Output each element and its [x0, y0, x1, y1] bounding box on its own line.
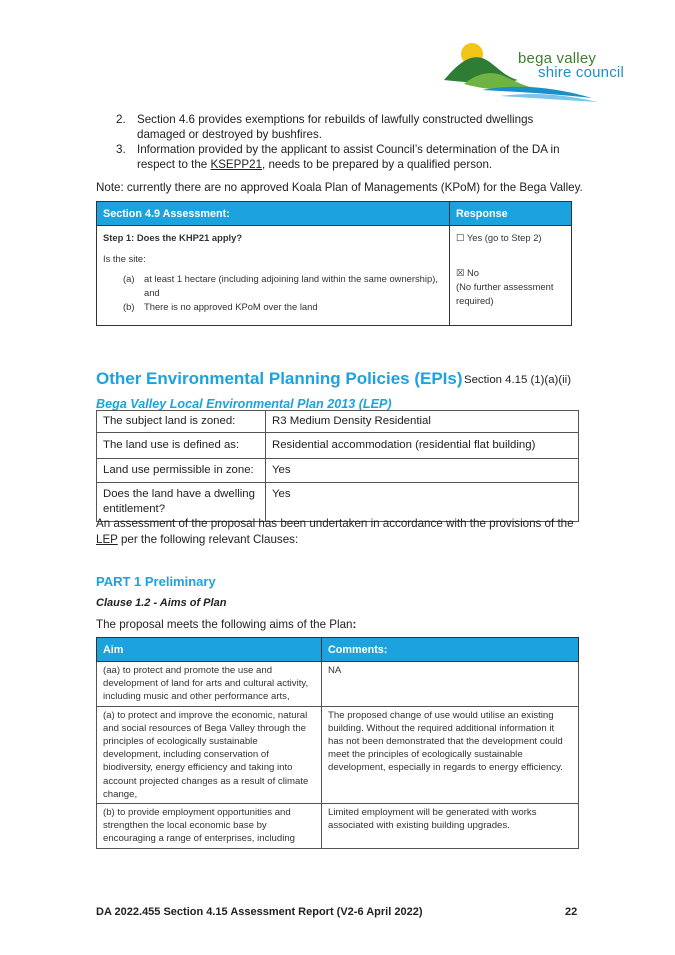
list-item [116, 142, 576, 172]
list-item: (a) at least 1 hectare (including adjoining land within the same ownership), and [123, 273, 438, 298]
list-number: 3. [116, 143, 126, 156]
lep-label: The subject land is zoned: [97, 411, 266, 433]
no-note: (No further assessment required) [456, 281, 554, 306]
part-heading: PART 1 Preliminary [96, 574, 216, 589]
section-4-9-table [96, 201, 572, 326]
header-response: Response [450, 202, 572, 226]
table-row [97, 433, 579, 459]
logo-text-line1: bega valley [518, 50, 597, 67]
header-assessment: Section 4.9 Assessment: [97, 202, 450, 226]
aim-cell: (a) to protect and improve the economic, natural and social resources of Bega Valley through the principles of ecologically sustainable development, including conservation of biodiversity, energy efficiency and taking into account projected changes as a result of climate change, [97, 706, 322, 803]
list-item: (b) There is no approved KPoM over the land [123, 301, 318, 312]
criteria-list [103, 272, 443, 314]
aim-cell: (aa) to protect and promote the use and development of land for arts and cultural activity, including music and other performance arts, [97, 662, 322, 707]
aims-intro: The proposal meets the following aims of the Plan: [96, 618, 357, 631]
numbered-list [116, 112, 576, 172]
no-checkbox[interactable]: ☒ No [456, 267, 479, 278]
comment-cell: NA [322, 662, 579, 707]
lep-value: Yes [266, 483, 579, 522]
lep-value: Residential accommodation (residential flat building) [266, 433, 579, 459]
table-row [97, 226, 572, 326]
table-row [97, 411, 579, 433]
footer-report-title: DA 2022.455 Section 4.15 Assessment Report (V2-6 April 2022) [96, 906, 423, 918]
header-aim: Aim [97, 638, 322, 662]
lep-label: Does the land have a dwelling entitlement? [97, 483, 266, 522]
comment-cell: The proposed change of use would utilise an existing building. Without the required additional information it has not been demonstrated that the development could meet the principles of ecologically sustainable development, especially in regards to energy efficiency. [322, 706, 579, 803]
list-text: Section 4.6 provides exemptions for rebuilds of lawfully constructed dwellings damaged or destroyed by bushfires. [137, 113, 534, 141]
logo-text-line2: shire council [538, 64, 624, 81]
list-text: Information provided by the applicant to assist Council’s determination of the DA in respect to the KSEPP21, needs to be prepared by a qualified person. [137, 143, 560, 171]
assessment-paragraph: An assessment of the proposal has been undertaken in accordance with the provisions of the LEP per the following relevant Clauses: [96, 517, 574, 546]
lep-heading: Bega Valley Local Environmental Plan 2013 (LEP) [96, 397, 392, 411]
epi-section-ref: Section 4.15 (1)(a)(ii) [464, 374, 571, 386]
clause-heading: Clause 1.2 - Aims of Plan [96, 597, 227, 609]
step-title: Step 1: Does the KHP21 apply? [103, 232, 243, 243]
response-cell [450, 226, 572, 326]
table-row [97, 459, 579, 483]
header-comments: Comments: [322, 638, 579, 662]
table-row [97, 706, 579, 803]
lep-link[interactable]: LEP [96, 533, 118, 546]
epi-heading: Other Environmental Planning Policies (EPIs) [96, 369, 463, 388]
lep-label: The land use is defined as: [97, 433, 266, 459]
kpom-note: Note: currently there are no approved Koala Plan of Managements (KPoM) for the Bega Valley. [96, 181, 583, 194]
table-header-row [97, 638, 579, 662]
lep-value: R3 Medium Density Residential [266, 411, 579, 433]
table-row [97, 662, 579, 707]
lep-label: Land use permissible in zone: [97, 459, 266, 483]
aims-table [96, 637, 579, 849]
lep-value: Yes [266, 459, 579, 483]
table-row [97, 804, 579, 849]
yes-checkbox[interactable]: ☐ Yes (go to Step 2) [456, 232, 542, 243]
table-header-row [97, 202, 572, 226]
ksepp21-link[interactable]: KSEPP21 [210, 158, 263, 171]
is-site-label: Is the site: [103, 253, 146, 264]
council-logo [442, 40, 632, 104]
aim-cell: (b) to provide employment opportunities and strengthen the local economic base by encouraging a range of enterprises, including [97, 804, 322, 849]
assessment-cell [97, 226, 450, 326]
lep-table [96, 410, 579, 522]
comment-cell: Limited employment will be generated with works associated with existing building upgrades. [322, 804, 579, 849]
list-number: 2. [116, 113, 126, 126]
list-item [116, 112, 576, 142]
page-number: 22 [565, 906, 578, 918]
